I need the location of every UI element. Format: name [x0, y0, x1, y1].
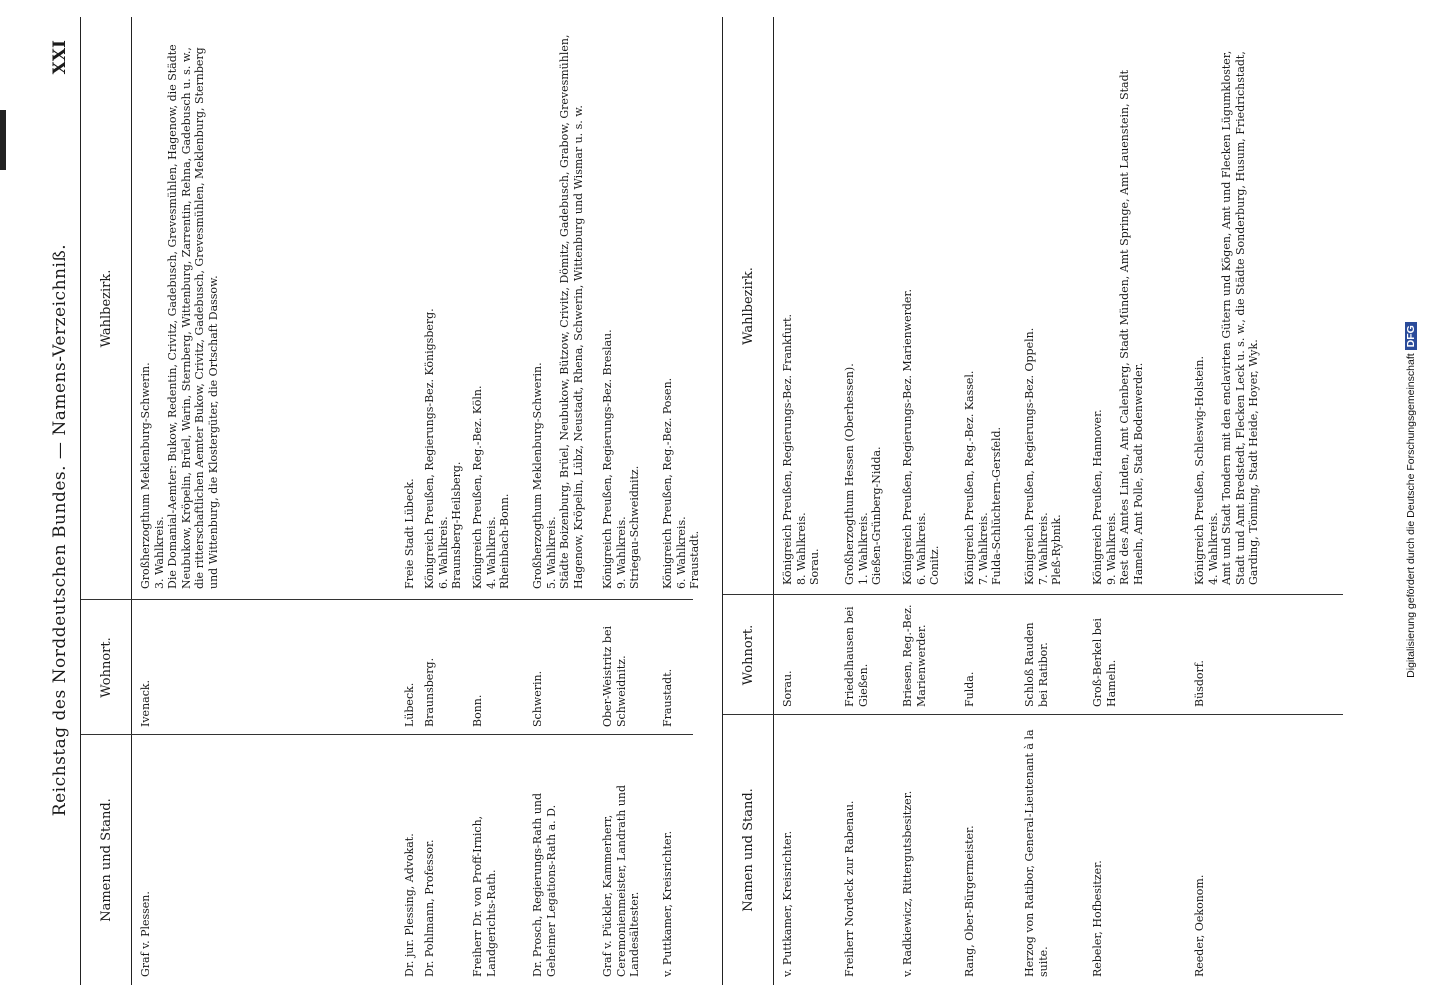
cell-residence: Fulda. — [963, 671, 976, 707]
cell-residence: Schwerin. — [531, 670, 544, 727]
cell-district: Königreich Preußen, Reg.-Bez. Köln. 4. Wahlkreis. Rheinbach-Bonn. — [471, 385, 511, 589]
page-number: XXI — [50, 40, 70, 75]
cell-name: Reeder, Oekonom. — [1193, 874, 1206, 977]
cell-district: Königreich Preußen, Schleswig-Holstein. 4. Wahlkreis. Amt und Stadt Tondern mit den enclavirten Gütern und Kögen, Amt und Flecken Lügumkloster, Stadt und Amt Bredstedt, Flecken Leck u. s. w., die Städte Sonderburg, Husum, Friedrichstadt, Garding, Tönning, Stadt Heide, Hoyer, Wyk. — [1193, 50, 1260, 585]
column-divider — [81, 599, 693, 600]
cell-district: Königreich Preußen, Reg.-Bez. Posen. 6. Wahlkreis. Fraustadt. — [661, 377, 701, 589]
column-divider — [723, 594, 1343, 595]
cell-name: Freiherr Nordeck zur Rabenau. — [843, 800, 856, 977]
cell-name: Graf v. Plessen. — [139, 891, 152, 977]
cell-residence: Schloß Rauden bei Ratibor. — [1023, 622, 1050, 707]
register-table-right — [722, 17, 1343, 985]
cell-name: v. Radkiewicz, Rittergutsbesitzer. — [901, 790, 914, 977]
cell-name: Freiherr Dr. von Proff-Irnich, Landgerichts-Rath. — [471, 815, 498, 977]
cell-residence: Lübeck. — [403, 682, 416, 727]
cell-residence: Bonn. — [471, 694, 484, 727]
cell-name: Dr. Pohlmann, Professor. — [423, 839, 436, 977]
cell-residence: Sorau. — [781, 670, 794, 707]
cell-residence: Büsdorf. — [1193, 660, 1206, 707]
cell-district: Königreich Preußen, Hannover. 9. Wahlkreis. Rest des Amtes Linden, Amt Calenberg, Stadt Münden, Amt Springe, Amt Lauenstein, Stadt Hameln, Amt Polle, Stadt Bodenwerder. — [1091, 69, 1145, 585]
scan-edge-mark — [0, 110, 6, 170]
column-header-residence: Wohnort. — [81, 600, 132, 735]
column-header-name: Namen und Stand. — [81, 735, 132, 985]
page-header — [50, 40, 80, 960]
cell-residence: Ivenack. — [139, 679, 152, 727]
cell-name: Graf v. Pückler, Kammerherr, Ceremonienmeister, Landrath und Landesältester. — [601, 784, 641, 977]
cell-name: Dr. jur. Plessing, Advokat. — [403, 833, 416, 977]
cell-residence: Ober-Weistritz bei Schweidnitz. — [601, 625, 628, 727]
credit-text: Digitalisierung gefördert durch die Deutsche Forschungsgemeinschaft — [1405, 353, 1417, 678]
cell-district: Großherzogthum Hessen (Oberhessen). 1. Wahlkreis. Gießen-Grünberg-Nidda. — [843, 363, 883, 585]
cell-district: Königreich Preußen, Reg.-Bez. Kassel. 7. Wahlkreis. Fulda-Schlüchtern-Gersfeld. — [963, 370, 1003, 585]
cell-residence: Briesen, Reg.-Bez. Marienwerder. — [901, 604, 928, 707]
cell-name: Rebeler, Hofbesitzer. — [1091, 860, 1104, 977]
column-header-district: Wahlbezirk. — [81, 17, 132, 600]
column-divider — [723, 714, 1343, 715]
cell-residence: Braunsberg. — [423, 657, 436, 727]
column-header-residence: Wohnort. — [723, 595, 774, 715]
column-header-name: Namen und Stand. — [723, 715, 774, 985]
cell-name: v. Puttkamer, Kreisrichter. — [781, 830, 794, 977]
cell-district: Königreich Preußen, Regierungs-Bez. Marienwerder. 6. Wahlkreis. Conitz. — [901, 289, 941, 585]
page-title: Reichstag des Norddeutschen Bundes. — Namens-Verzeichniß. — [50, 243, 70, 817]
column-divider — [81, 734, 693, 735]
column-header-district: Wahlbezirk. — [723, 17, 774, 595]
cell-residence: Fraustadt. — [661, 668, 674, 727]
cell-district: Königreich Preußen, Regierungs-Bez. Oppeln. 7. Wahlkreis. Pleß-Rybnik. — [1023, 327, 1063, 585]
digitization-credit — [1405, 0, 1417, 1000]
cell-district: Königreich Preußen, Regierungs-Bez. Königsberg. 6. Wahlkreis. Braunsberg-Heilsberg. — [423, 308, 463, 589]
cell-name: Rang, Ober-Bürgermeister. — [963, 825, 976, 977]
cell-district: Freie Stadt Lübeck. — [403, 478, 416, 589]
cell-name: Herzog von Ratibor, General-Lieutenant à la suite. — [1023, 729, 1050, 977]
cell-district: Großherzogthum Meklenburg-Schwerin. 3. Wahlkreis. Die Domanial-Aemter: Bukow, Redentin, Crivitz, Gadebusch, Grevesmühlen, Hagenow, die Städte Neubukow, Kröpelin, Brüel, Warin, Sternberg, Wittenburg, Zarrentin, Rehna, Gadebusch u. s. w., die ritterschaftlichen Aemter Bukow, Crivitz, Gadebusch, Grevesmühlen, Meklenburg, Sternberg und Wittenburg, die Klostergüter, die Ortschaft Dassow. — [139, 44, 220, 589]
cell-name: v. Puttkamer, Kreisrichter. — [661, 830, 674, 977]
cell-residence: Friedelhausen bei Gießen. — [843, 606, 870, 707]
cell-district: Königreich Preußen, Regierungs-Bez. Breslau. 9. Wahlkreis. Striegau-Schweidnitz. — [601, 329, 641, 589]
cell-district: Königreich Preußen, Regierungs-Bez. Frankfurt. 8. Wahlkreis. Sorau. — [781, 313, 821, 585]
cell-district: Großherzogthum Meklenburg-Schwerin. 5. Wahlkreis. Städte Boizenburg, Brüel, Neubukow, Bützow, Crivitz, Dömitz, Gadebusch, Grabow, Grevesmühlen, Hagenow, Kröpelin, Lübz, Neustadt, Rhena, Schwerin, Wittenburg und Wismar u. s. w. — [531, 34, 585, 589]
register-table-left — [80, 17, 701, 985]
cell-residence: Groß-Berkel bei Hameln. — [1091, 618, 1118, 707]
dfg-logo: DFG — [1405, 322, 1417, 350]
cell-name: Dr. Prosch, Regierungs-Rath und Geheimer Legations-Rath a. D. — [531, 792, 558, 977]
